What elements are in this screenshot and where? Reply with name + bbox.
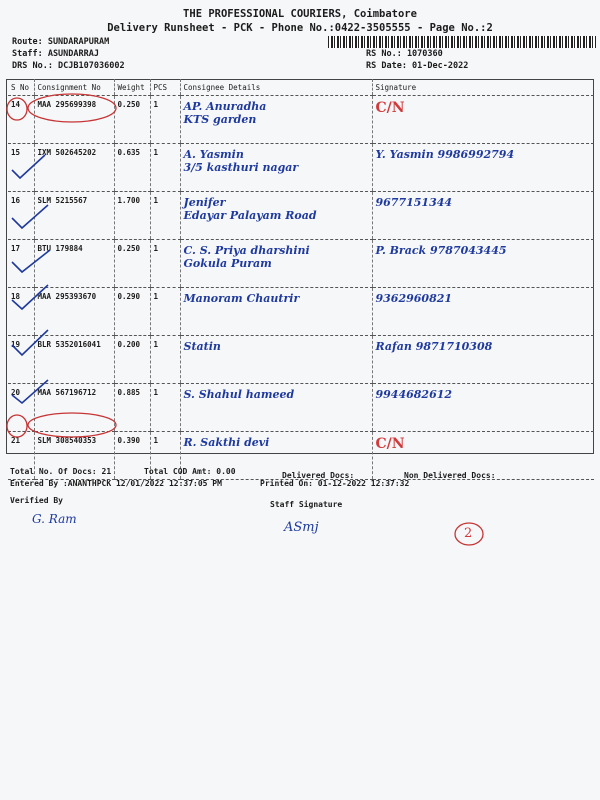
row-signature: 9677151344 <box>372 192 594 240</box>
row-weight: 0.390 <box>114 432 150 480</box>
total-cod: Total COD Amt: 0.00 <box>144 467 236 476</box>
row-consignment-no: MAA 567196712 <box>34 384 114 432</box>
row-pcs: 1 <box>150 96 180 144</box>
circle-mark-21-consignment <box>28 413 116 437</box>
row-consignee: Jenifer Edayar Palayam Road <box>180 192 372 240</box>
printed-on: Printed On: 01-12-2022 12:37:32 <box>260 479 410 488</box>
row-weight: 0.290 <box>114 288 150 336</box>
col-sno: S No <box>8 79 34 96</box>
row-signature: C/N <box>372 96 594 144</box>
row-signature: P. Brack 9787043445 <box>372 240 594 288</box>
row-consignee: C. S. Priya dharshini Gokula Puram <box>180 240 372 288</box>
runsheet-title: THE PROFESSIONAL COURIERS, Coimbatore <box>183 8 417 20</box>
row-pcs: 1 <box>150 240 180 288</box>
verified-signature: G. Ram <box>32 512 77 526</box>
row-pcs: 1 <box>150 192 180 240</box>
row-pcs: 1 <box>150 384 180 432</box>
non-delivered-docs: Non Delivered Docs: <box>404 471 496 480</box>
circle-mark-14-consignment <box>28 94 116 122</box>
row-signature: Rafan 9871710308 <box>372 336 594 384</box>
row-sno: 14 <box>8 96 34 144</box>
row-weight: 0.635 <box>114 144 150 192</box>
tick-mark-19 <box>12 330 48 355</box>
verified-by-label: Verified By <box>10 496 63 505</box>
row-consignment-no: MAA 295393670 <box>34 288 114 336</box>
col-consignee: Consignee Details <box>180 79 372 96</box>
row-signature: C/N <box>372 432 594 480</box>
runsheet-subtitle: Delivery Runsheet - PCK - Phone No.:0422-3505555 - Page No.:2 <box>107 22 493 34</box>
row-consignee: Statin <box>180 336 372 384</box>
entered-by: Entered By :ANANTHPCK 12/01/2022 12:37:05 PM <box>10 479 222 488</box>
col-weight: Weight <box>114 79 150 96</box>
tick-mark-15 <box>12 155 45 178</box>
row-consignee: Manoram Chautrir <box>180 288 372 336</box>
row-signature: Y. Yasmin 9986992794 <box>372 144 594 192</box>
tick-mark-16 <box>12 205 48 228</box>
row-sno: 17 <box>8 240 34 288</box>
staff-signature-label: Staff Signature <box>270 500 343 509</box>
row-consignment-no: SLM 5215567 <box>34 192 114 240</box>
row-pcs: 1 <box>150 336 180 384</box>
delivered-docs: Delivered Docs: <box>282 471 355 480</box>
row-pcs: 1 <box>150 288 180 336</box>
row-sno: 15 <box>8 144 34 192</box>
rs-date: RS Date: 01-Dec-2022 <box>366 61 469 71</box>
rs-number: RS No.: 1070360 <box>366 49 443 59</box>
col-consignment: Consignment No <box>34 79 114 96</box>
row-signature: 9362960821 <box>372 288 594 336</box>
row-weight: 1.700 <box>114 192 150 240</box>
row-sno: 19 <box>8 336 34 384</box>
row-sno: 20 <box>8 384 34 432</box>
tick-mark-17 <box>12 250 50 272</box>
drs-number: DRS No.: DCJB107036002 <box>12 61 125 71</box>
col-pcs: PCS <box>150 79 180 96</box>
route-label: Route: SUNDARAPURAM <box>12 37 110 47</box>
total-docs: Total No. Of Docs: 21 <box>10 467 112 476</box>
page-mark: 2 <box>464 526 473 541</box>
row-sno: 16 <box>8 192 34 240</box>
row-consignee: R. Sakthi devi <box>180 432 372 480</box>
row-pcs: 1 <box>150 144 180 192</box>
row-sno: 21 <box>8 432 34 480</box>
row-pcs: 1 <box>150 432 180 480</box>
tick-mark-18 <box>12 285 48 309</box>
row-signature: 9944682612 <box>372 384 594 432</box>
row-sno: 18 <box>8 288 34 336</box>
row-weight: 0.250 <box>114 96 150 144</box>
staff-signature: ASmj <box>284 520 319 535</box>
row-weight: 0.250 <box>114 240 150 288</box>
row-consignee: AP. Anuradha KTS garden <box>180 96 372 144</box>
row-consignee: S. Shahul hameed <box>180 384 372 432</box>
row-weight: 0.200 <box>114 336 150 384</box>
row-weight: 0.885 <box>114 384 150 432</box>
row-consignment-no: MAA 295699398 <box>34 96 114 144</box>
circle-mark-14 <box>7 98 27 120</box>
row-consignee: A. Yasmin 3/5 kasthuri nagar <box>180 144 372 192</box>
staff-label: Staff: ASUNDARRAJ <box>12 49 99 59</box>
row-consignment-no: IXM 502645202 <box>34 144 114 192</box>
row-consignment-no: BLR 5352016041 <box>34 336 114 384</box>
col-signature: Signature <box>372 79 594 96</box>
row-consignment-no: SLM 308540353 <box>34 432 114 480</box>
row-consignment-no: BTU 179884 <box>34 240 114 288</box>
tick-mark-20 <box>12 380 48 403</box>
circle-mark-21 <box>7 415 27 437</box>
